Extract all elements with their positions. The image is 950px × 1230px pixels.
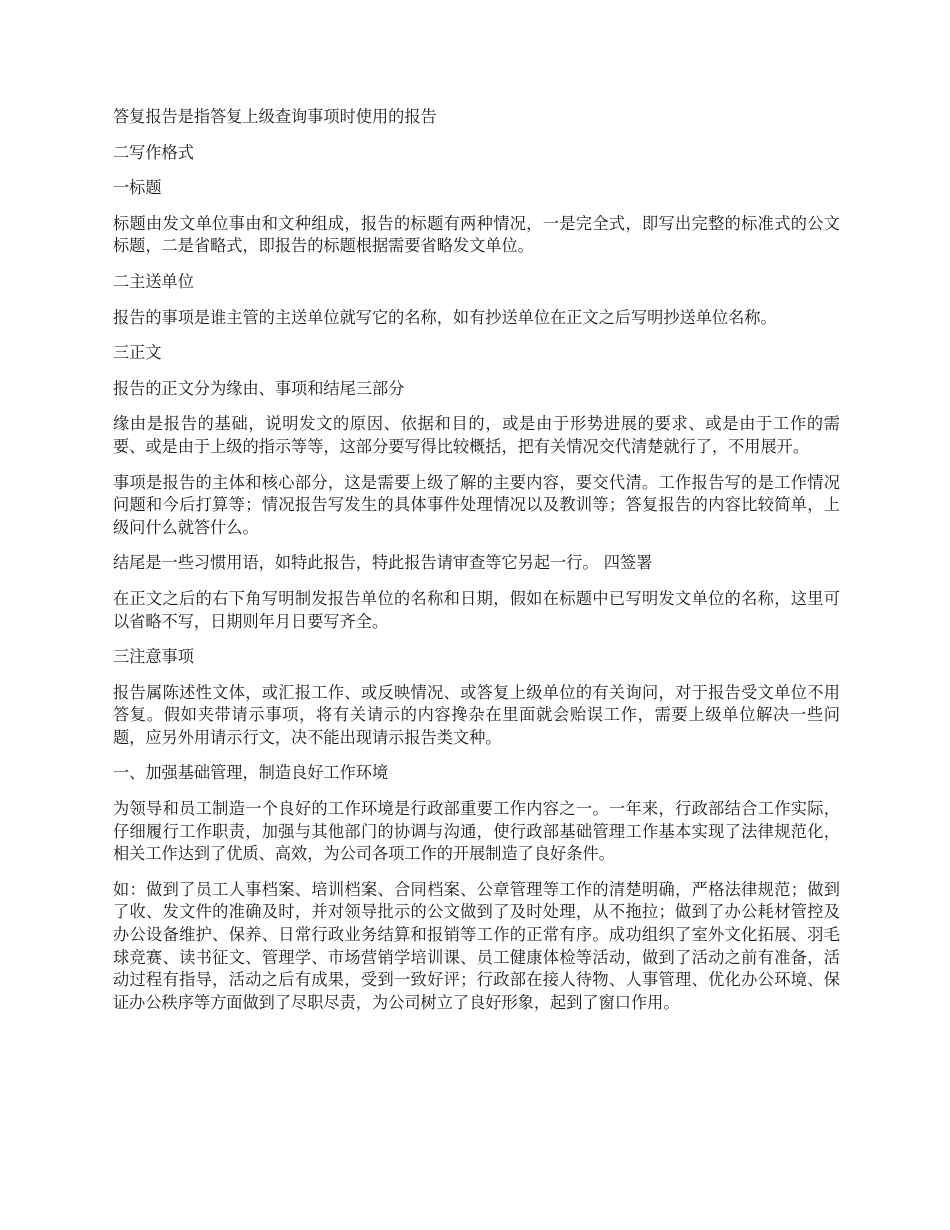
paragraph-intro: 答复报告是指答复上级查询事项时使用的报告 — [113, 107, 437, 126]
paragraph-title-desc: 标题由发文单位事由和文种组成，报告的标题有两种情况，一是完全式，即写出完整的标准式的公文标题，二是省略式，即报告的标题根据需要省略发文单位。 — [113, 213, 840, 256]
paragraph-environment: 为领导和员工制造一个良好的工作环境是行政部重要工作内容之一。一年来，行政部结合工作实际，仔细履行工作职责，加强与其他部门的协调与沟通，使行政部基础管理工作基本实现了法律规范化，相关工作达到了优质、高效，为公司各项工作的开展制造了良好条件。 — [113, 799, 840, 864]
paragraph-matters: 事项是报告的主体和核心部分，这是需要上级了解的主要内容，要交代清。工作报告写的是工作情况问题和今后打算等；情况报告写发生的具体事件处理情况以及教训等；答复报告的内容比较简单，上级问什么就答什么。 — [113, 472, 840, 537]
paragraph-ending: 结尾是一些习惯用语，如特此报告，特此报告请审查等它另起一行。 四签署 — [113, 553, 653, 573]
paragraph-notes: 报告属陈述性文体，或汇报工作、或反映情况、或答复上级单位的有关询问，对于报告受文单位不用答复。假如夹带请示事项，将有关请示的内容搀杂在里面就会贻误工作，需要上级单位解决一些问题，应另外用请示行文，决不能出现请示报告类文种。 — [113, 682, 840, 747]
document-body — [113, 106, 840, 1027]
paragraph-body-parts: 报告的正文分为缘由、事项和结尾三部分 — [113, 378, 405, 398]
heading-notes: 三注意事项 — [113, 647, 194, 667]
heading-section-one: 一、加强基础管理，制造良好工作环境 — [113, 763, 389, 783]
paragraph-reason: 缘由是报告的基础，说明发文的原因、依据和目的，或是由于形势进展的要求、或是由于工作的需要、或是由于上级的指示等等，这部分要写得比较概括，把有关情况交代清楚就行了，不用展开。 — [113, 414, 840, 456]
heading-body-text: 三正文 — [113, 343, 162, 363]
paragraph-examples: 如：做到了员工人事档案、培训档案、合同档案、公章管理等工作的清楚明确，严格法律规范；做到了收、发文件的准确及时，并对领导批示的公文做到了及时处理，从不拖拉；做到了办公耗材管控及办公设备维护、保养、日常行政业务结算和报销等工作的正常有序。成功组织了室外文化拓展、羽毛球竞赛、读书征文、管理学、市场营销学培训课、员工健康体检等活动，做到了活动之前有准备，活动过程有指导，活动之后有成果，受到一致好评；行政部在接人待物、人事管理、优化办公环境、保证办公秩序等方面做到了尽职尽责，为公司树立了良好形象，起到了窗口作用。 — [113, 879, 840, 1012]
heading-writing-format: 二写作格式 — [113, 142, 194, 162]
paragraph-signature: 在正文之后的右下角写明制发报告单位的名称和日期，假如在标题中已写明发文单位的名称，这里可以省略不写，日期则年月日要写齐全。 — [113, 588, 840, 631]
heading-title: 一标题 — [113, 178, 162, 198]
heading-recipient: 二主送单位 — [113, 271, 194, 291]
paragraph-recipient-desc: 报告的事项是谁主管的主送单位就写它的名称，如有抄送单位在正文之后写明抄送单位名称。 — [113, 307, 777, 327]
